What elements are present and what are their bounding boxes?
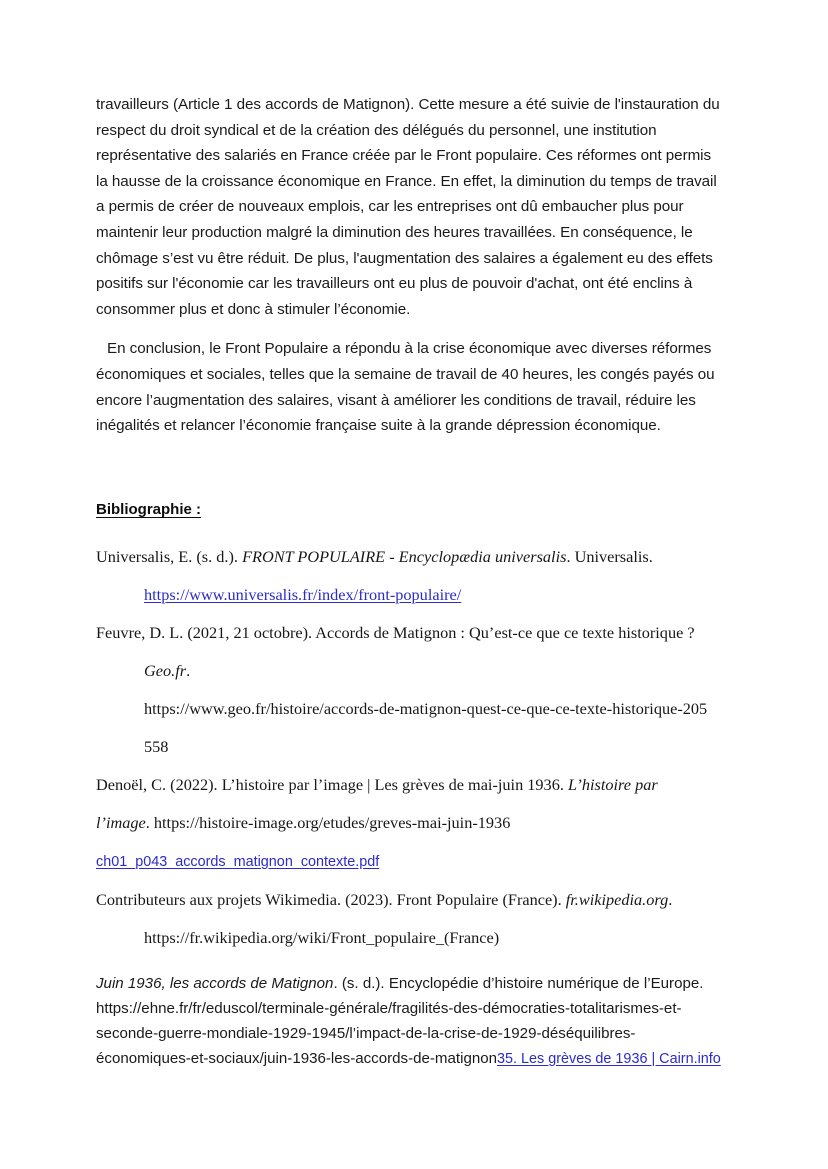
- reference-publisher: . Universalis.: [566, 546, 653, 566]
- reference-title: FRONT POPULAIRE - Encyclopædia universalis: [242, 546, 567, 566]
- reference-url-line-2: 558: [144, 736, 169, 756]
- reference-link-line: [96, 576, 722, 614]
- reference-source: fr.wikipedia.org: [565, 889, 669, 909]
- reference-line: [96, 766, 722, 804]
- bibliography-heading: Bibliographie :: [96, 500, 201, 518]
- reference-line-continued: [96, 804, 722, 842]
- pdf-attachment-link[interactable]: ch01_p043_accords_matignon_contexte.pdf: [96, 853, 380, 870]
- reference-source: Geo.fr: [144, 660, 187, 680]
- reference-url-line: https://fr.wikipedia.org/wiki/Front_populaire_(France): [144, 927, 500, 947]
- reference-ehne: [96, 957, 726, 1072]
- reference-url-line-1: https://www.geo.fr/histoire/accords-de-matignon-quest-ce-que-ce-texte-historique-205: [144, 698, 708, 718]
- reference-author: Denoël, C. (2022). L’histoire par l’image | Les grèves de mai-juin 1936.: [96, 774, 568, 794]
- reference-line: [96, 881, 722, 919]
- reference-url: . https://histoire-image.org/etudes/greves-mai-juin-1936: [145, 812, 511, 832]
- reference-denoel: [96, 766, 722, 842]
- reference-line: [96, 538, 722, 576]
- cairn-info-link[interactable]: 35. Les grèves de 1936 | Cairn.info: [497, 1050, 721, 1067]
- bibliography-list: [96, 518, 722, 1072]
- reference-author: Contributeurs aux projets Wikimedia. (2023). Front Populaire (France).: [96, 889, 566, 909]
- reference-wikimedia: [96, 881, 722, 957]
- body-paragraph-2: En conclusion, le Front Populaire a répondu à la crise économique avec diverses réformes économiques et sociales, telles que la semaine de travail de 40 heures, les congés payés ou encore l’augmentation des salaires, visant à améliorer les conditions de travail, réduire les inégalités et relancer l’économie française suite à la grande dépression économique.: [96, 340, 715, 435]
- reference-source-continued: l’image: [96, 812, 146, 832]
- reference-universalis: [96, 518, 722, 614]
- reference-source-line: [96, 652, 722, 690]
- reference-line: Feuvre, D. L. (2021, 21 octobre). Accords de Matignon : Qu’est-ce que ce texte historique ?: [96, 622, 695, 642]
- pdf-link-line: [96, 842, 722, 881]
- reference-feuvre: [96, 614, 722, 766]
- reference-pdf: [96, 842, 722, 881]
- page-content: [96, 92, 722, 1072]
- universalis-url-link[interactable]: https://www.universalis.fr/index/front-populaire/: [144, 584, 462, 604]
- reference-source: L’histoire par: [567, 774, 658, 794]
- reference-author: Universalis, E. (s. d.).: [96, 546, 243, 566]
- body-paragraph-1: travailleurs (Article 1 des accords de Matignon). Cette mesure a été suivie de l'instauration du respect du droit syndical et de la création des délégués du personnel, une institution représentative des salariés en France créée par le Front populaire. Ces réformes ont permis la hausse de la croissance économique en France. En effet, la diminution du temps de travail a permis de créer de nouveaux emplois, car les entreprises ont dû embaucher plus pour maintenir leur production malgré la diminution des heures travaillées. En conséquence, le chômage s’est vu être réduit. De plus, l'augmentation des salaires a également eu des effets positifs sur l'économie car les travailleurs ont eu plus de pouvoir d'achat, ont été enclins à consommer plus et donc à stimuler l’économie.: [96, 96, 720, 318]
- reference-title: Juin 1936, les accords de Matignon: [96, 974, 334, 992]
- reference-source-period: .: [186, 660, 191, 680]
- reference-source-period: .: [668, 889, 673, 909]
- reference-text: . (s. d.). Encyclopédie d’histoire numérique de l’Europe. https://ehne.fr/fr/eduscol/terminale-générale/fragilités-des-démocraties-totalitarismes-et-seconde-guerre-mondiale-1929-1945/l’impact-de-la-crise-de-1929-déséquilibres-économiques-et-sociaux/juin-1936-les-accords-de-matignon: [96, 974, 704, 1067]
